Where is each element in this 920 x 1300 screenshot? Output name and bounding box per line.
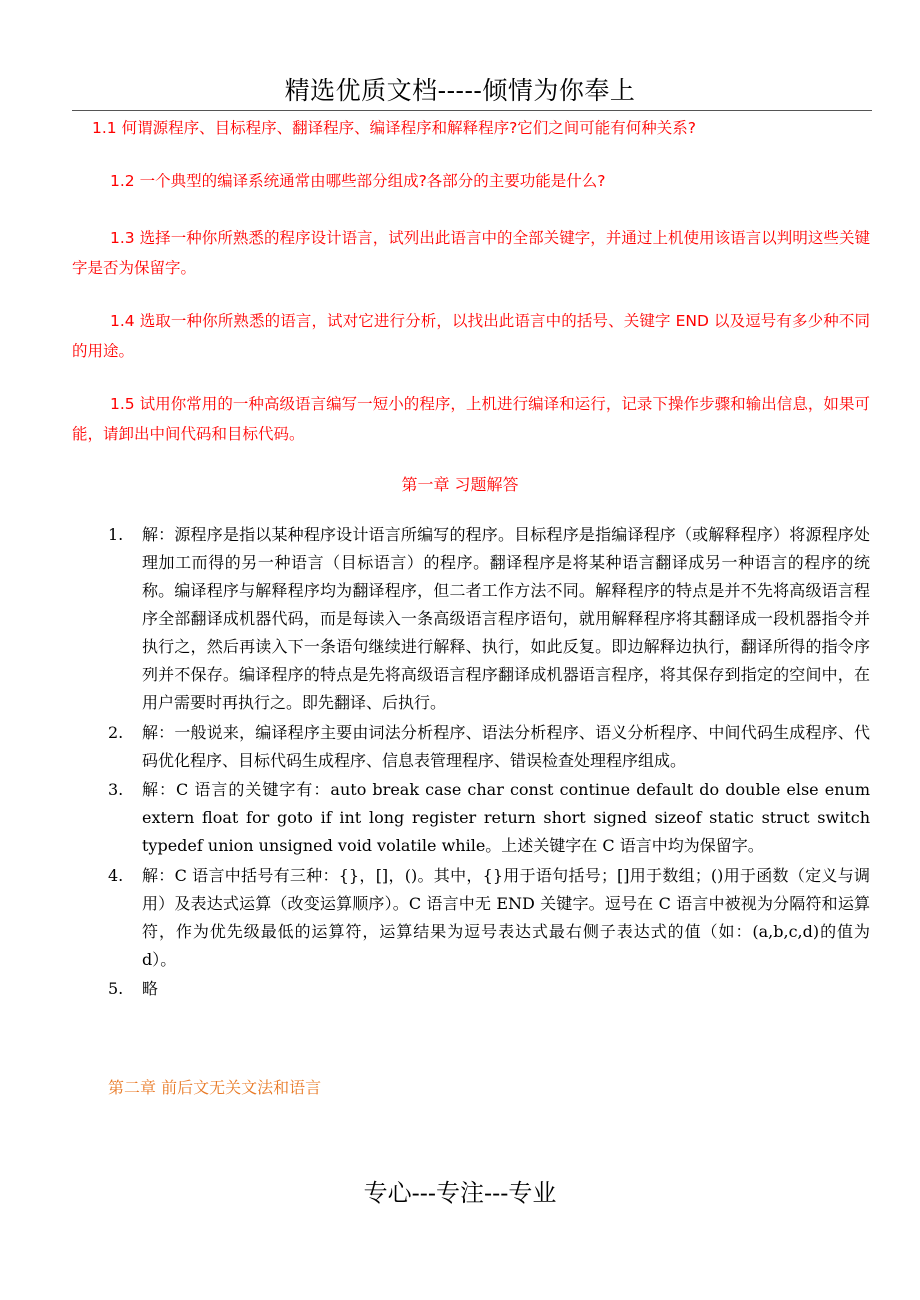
answer-item-3 bbox=[108, 776, 870, 860]
answer-text: 解：C 语言中括号有三种：{}，[]，()。其中，{}用于语句括号；[]用于数组；()用于函数（定义与调用）及表达式运算（改变运算顺序）。C 语言中无 END 关键字。逗号在 C 语言中被视为分隔符和运算符，作为优先级最低的运算符，运算结果为逗号表达式最右侧子表达式的值（如：(a,b,c,d)的值为 d）。 bbox=[142, 865, 870, 969]
chapter-2-heading: 第二章 前后文无关文法和语言 bbox=[108, 1078, 322, 1097]
answer-item-4 bbox=[108, 862, 870, 974]
answer-item-5 bbox=[108, 975, 870, 1003]
answer-text: 解：源程序是指以某种程序设计语言所编写的程序。目标程序是指编译程序（或解释程序）将源程序处理加工而得的另一种语言（目标语言）的程序。翻译程序是将某种语言翻译成另一种语言的程序的统称。编译程序与解释程序均为翻译程序，但二者工作方法不同。解释程序的特点是并不先将高级语言程序全部翻译成机器代码，而是每读入一条高级语言程序语句，就用解释程序将其翻译成一段机器指令并执行之，然后再读入下一条语句继续进行解释、执行，如此反复。即边解释边执行，翻译所得的指令序列并不保存。编译程序的特点是先将高级语言程序翻译成机器语言程序，将其保存到指定的空间中，在用户需要时再执行之。即先翻译、后执行。 bbox=[142, 525, 870, 712]
answer-item-2 bbox=[108, 719, 870, 775]
header-divider bbox=[72, 110, 872, 111]
question-1-2: 1.2 一个典型的编译系统通常由哪些部分组成?各部分的主要功能是什么? bbox=[110, 172, 606, 190]
answer-number: 5. bbox=[108, 979, 124, 998]
page-footer-title: 专心---专注---专业 bbox=[363, 1179, 557, 1207]
question-1-5: 1.5 试用你常用的一种高级语言编写一短小的程序，上机进行编译和运行，记录下操作步骤和输出信息，如果可能，请卸出中间代码和目标代码。 bbox=[72, 395, 870, 443]
answer-text: 解：C 语言的关键字有：auto break case char const continue default do double else enum extern float for goto if int long register return short signed sizeof static struct switch typedef union unsigned void volatile while。上述关键字在 C 语言中均为保留字。 bbox=[142, 780, 870, 855]
page-header-title: 精选优质文档-----倾情为你奉上 bbox=[284, 76, 636, 105]
answer-text: 解：一般说来，编译程序主要由词法分析程序、语法分析程序、语义分析程序、中间代码生成程序、代码优化程序、目标代码生成程序、信息表管理程序、错误检查处理程序组成。 bbox=[142, 722, 870, 770]
question-1-3: 1.3 选择一种你所熟悉的程序设计语言，试列出此语言中的全部关键字，并通过上机使用该语言以判明这些关键字是否为保留字。 bbox=[72, 229, 870, 277]
chapter-1-heading: 第一章 习题解答 bbox=[401, 475, 519, 494]
answer-number: 2. bbox=[108, 722, 124, 742]
answer-number: 4. bbox=[108, 865, 124, 885]
question-1-1: 1.1 何谓源程序、目标程序、翻译程序、编译程序和解释程序?它们之间可能有何种关系? bbox=[92, 119, 697, 137]
answer-text: 略 bbox=[142, 979, 159, 998]
answer-item-1 bbox=[108, 521, 870, 717]
answer-number: 3. bbox=[108, 780, 124, 799]
answer-number: 1. bbox=[108, 525, 124, 544]
question-1-4: 1.4 选取一种你所熟悉的语言，试对它进行分析，以找出此语言中的括号、关键字 END 以及逗号有多少种不同的用途。 bbox=[72, 312, 870, 360]
answer-list bbox=[108, 521, 870, 1005]
